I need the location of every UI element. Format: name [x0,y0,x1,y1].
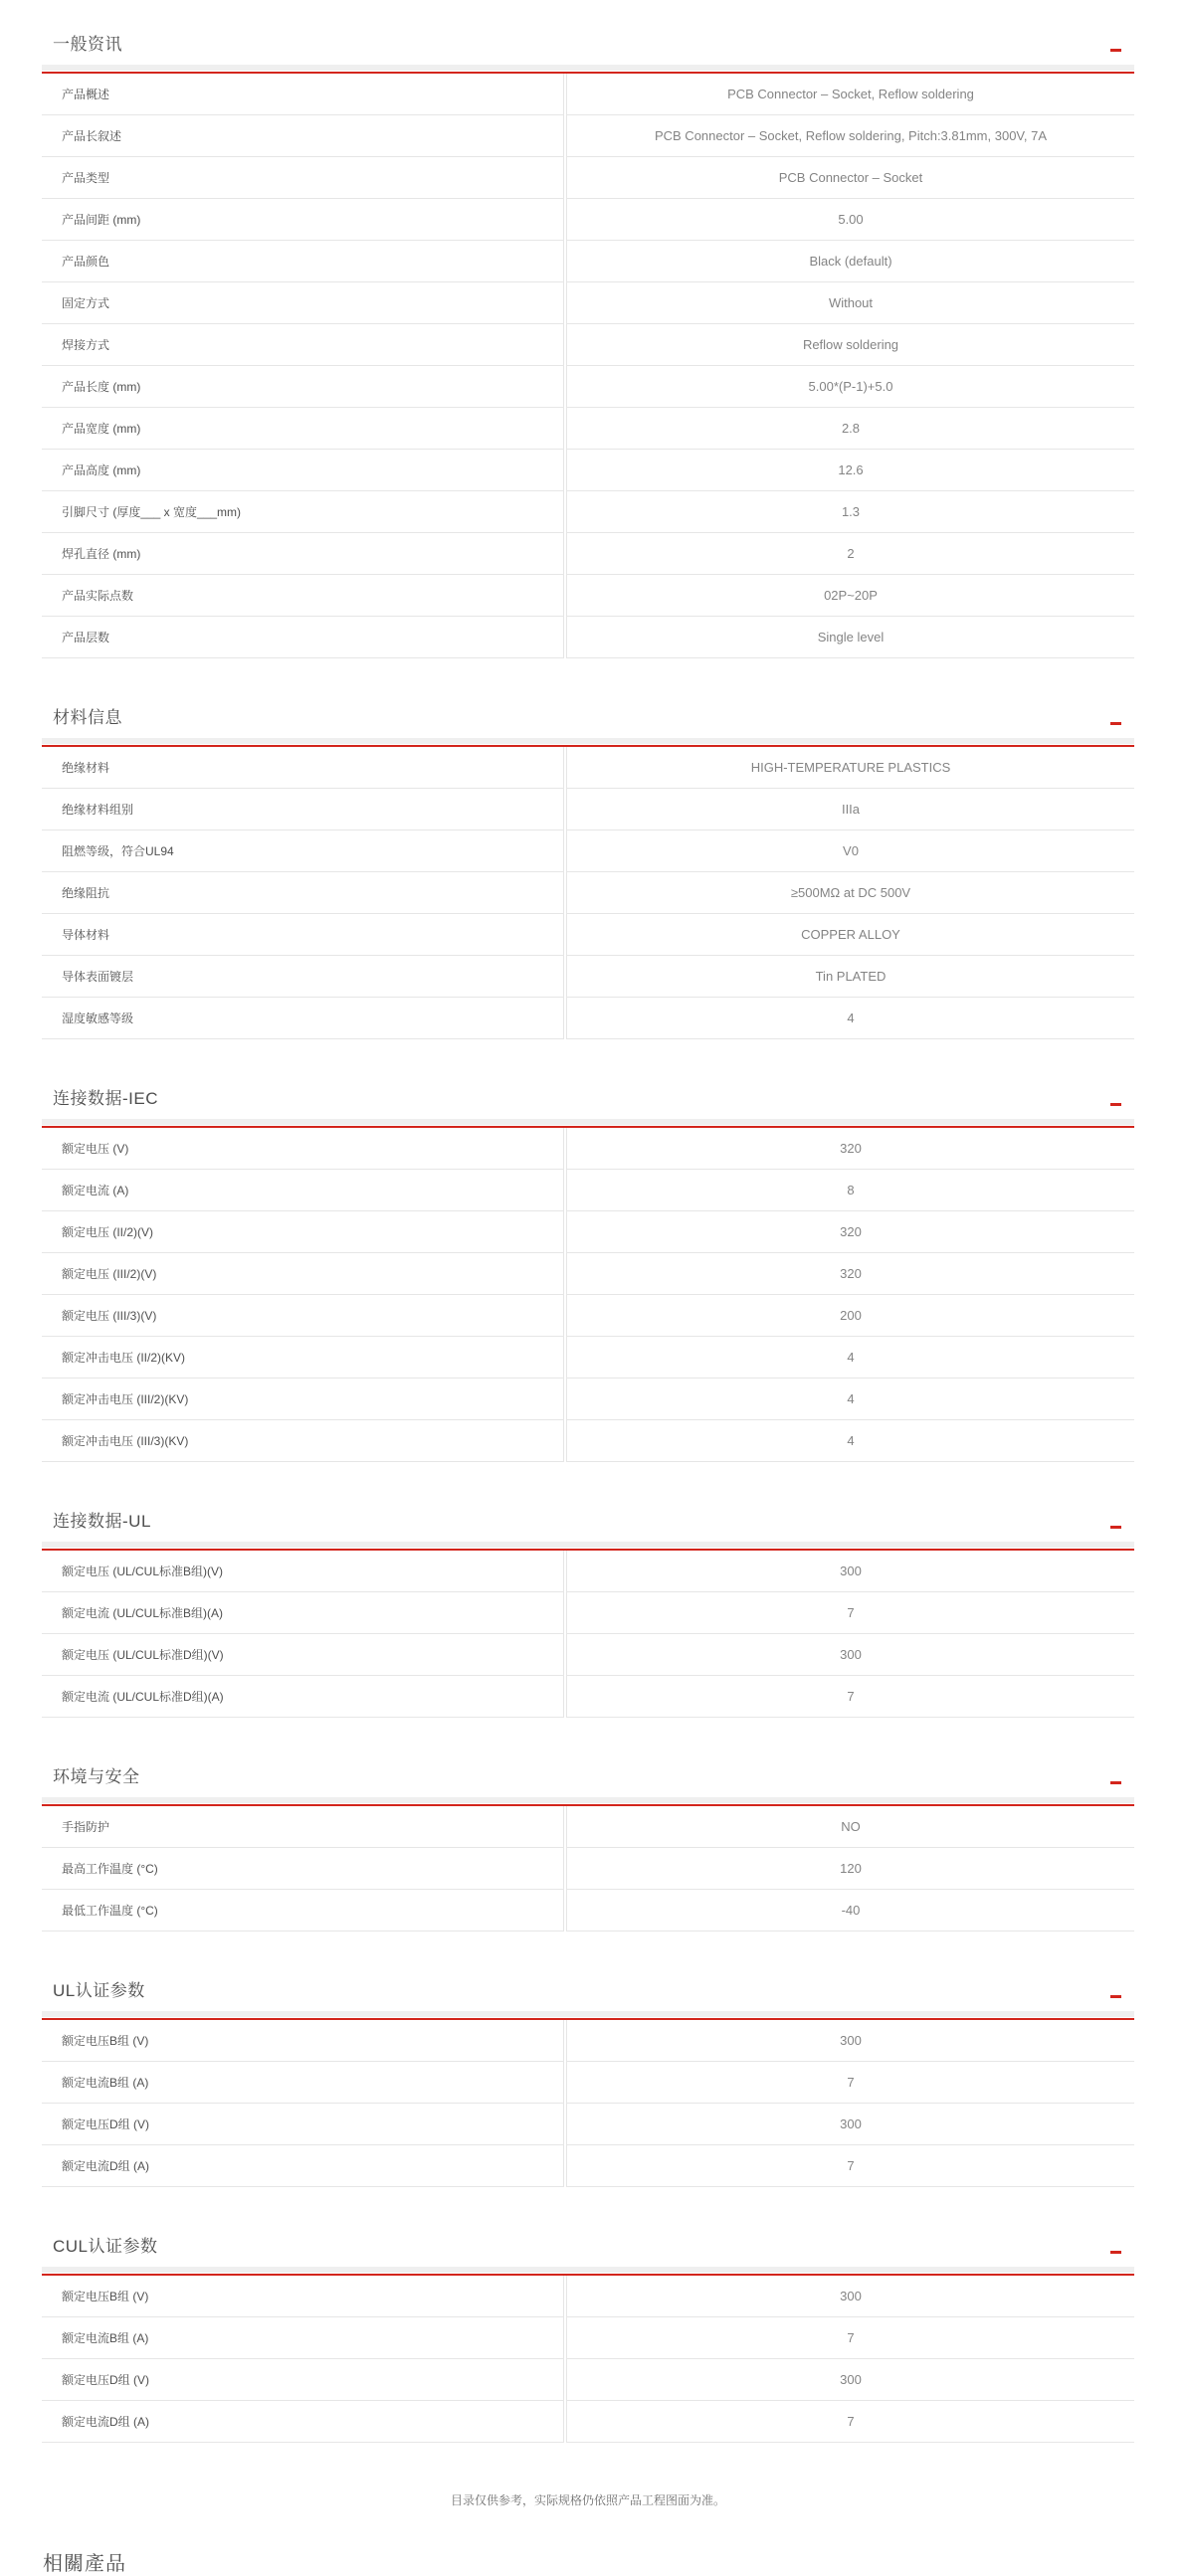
row-label: 产品层数 [42,617,564,658]
row-label: 产品类型 [42,157,564,199]
row-value: 7 [566,1592,1134,1634]
dotted-rule [42,738,1134,744]
row-value: 4 [566,1420,1134,1462]
table-row [42,2359,1134,2401]
section-title: 材料信息 [53,708,122,727]
row-label: 额定电流 (A) [42,1170,564,1211]
disclaimer-note: 目录仅供参考，实际规格仍依照产品工程图面为准。 [450,2493,725,2507]
section-header [42,1089,1134,1109]
table-row [42,1420,1134,1462]
row-value: 1.3 [566,491,1134,533]
section-header [42,1512,1134,1532]
row-value: 300 [566,1551,1134,1592]
row-label: 额定电流B组 (A) [42,2317,564,2359]
row-value: 300 [566,1634,1134,1676]
spec-section [42,1767,1134,1932]
row-label: 额定电压 (III/3)(V) [42,1295,564,1337]
row-value: 2.8 [566,408,1134,450]
row-label: 额定电流D组 (A) [42,2401,564,2443]
spec-table [42,1551,1134,1718]
collapse-minus-icon[interactable] [1110,2251,1121,2254]
section-header [42,1981,1134,2001]
section-title: 连接数据-UL [53,1512,151,1531]
row-value: 4 [566,1379,1134,1420]
row-label: 最高工作温度 (°C) [42,1848,564,1890]
row-value: 300 [566,2276,1134,2317]
row-value: COPPER ALLOY [566,914,1134,956]
row-label: 产品间距 (mm) [42,199,564,241]
row-value: 5.00*(P-1)+5.0 [566,366,1134,408]
row-label: 额定冲击电压 (III/2)(KV) [42,1379,564,1420]
row-label: 额定电压 (V) [42,1128,564,1170]
table-row [42,789,1134,830]
row-label: 引脚尺寸 (厚度___ x 宽度___mm) [42,491,564,533]
row-label: 额定电压B组 (V) [42,2276,564,2317]
row-label: 产品宽度 (mm) [42,408,564,450]
table-row [42,998,1134,1039]
section-title: 环境与安全 [53,1767,140,1786]
section-header [42,2237,1134,2257]
dotted-rule [42,2267,1134,2273]
row-label: 额定电压D组 (V) [42,2104,564,2145]
row-label: 额定电流 (UL/CUL标准D组)(A) [42,1676,564,1718]
table-row [42,2276,1134,2317]
row-label: 导体材料 [42,914,564,956]
row-label: 绝缘材料组别 [42,789,564,830]
row-label: 额定电压 (UL/CUL标准D组)(V) [42,1634,564,1676]
table-row [42,914,1134,956]
row-label: 产品高度 (mm) [42,450,564,491]
table-row [42,747,1134,789]
table-row [42,1551,1134,1592]
table-row [42,1676,1134,1718]
row-label: 固定方式 [42,282,564,324]
table-row [42,282,1134,324]
spec-section [42,2237,1134,2443]
row-label: 额定电压 (UL/CUL标准B组)(V) [42,1551,564,1592]
table-row [42,533,1134,575]
table-row [42,1337,1134,1379]
spec-section [42,1089,1134,1462]
row-value: V0 [566,830,1134,872]
table-row [42,74,1134,115]
row-value: PCB Connector – Socket [566,157,1134,199]
dotted-rule [42,1797,1134,1803]
section-title: 一般资讯 [53,35,122,54]
row-value: Without [566,282,1134,324]
row-label: 焊孔直径 (mm) [42,533,564,575]
row-value: IIIa [566,789,1134,830]
row-label: 最低工作温度 (°C) [42,1890,564,1932]
table-row [42,2062,1134,2104]
table-row [42,1128,1134,1170]
table-row [42,2104,1134,2145]
table-row [42,241,1134,282]
table-row [42,157,1134,199]
table-row [42,1379,1134,1420]
row-value: 7 [566,1676,1134,1718]
row-label: 额定电压B组 (V) [42,2020,564,2062]
spec-section [42,35,1134,658]
table-row [42,324,1134,366]
section-title: 连接数据-IEC [53,1089,158,1108]
table-row [42,1806,1134,1848]
table-row [42,366,1134,408]
section-title: UL认证参数 [53,1981,145,2000]
row-value: 2 [566,533,1134,575]
row-value: 320 [566,1211,1134,1253]
row-value: 300 [566,2020,1134,2062]
row-value: Black (default) [566,241,1134,282]
row-label: 湿度敏感等级 [42,998,564,1039]
spec-section [42,1512,1134,1718]
row-value: 7 [566,2062,1134,2104]
table-row [42,1592,1134,1634]
row-value: Single level [566,617,1134,658]
collapse-minus-icon[interactable] [1110,49,1121,52]
table-row [42,1170,1134,1211]
row-value: 02P~20P [566,575,1134,617]
row-label: 导体表面镀层 [42,956,564,998]
table-row [42,408,1134,450]
row-label: 手指防护 [42,1806,564,1848]
row-label: 额定电压 (III/2)(V) [42,1253,564,1295]
row-label: 产品实际点数 [42,575,564,617]
row-label: 产品概述 [42,74,564,115]
spec-content [42,35,1134,2576]
dotted-rule [42,2011,1134,2017]
row-value: ≥500MΩ at DC 500V [566,872,1134,914]
spec-table [42,1128,1134,1462]
row-label: 额定电压 (II/2)(V) [42,1211,564,1253]
dotted-rule [42,1542,1134,1548]
row-label: 额定电压D组 (V) [42,2359,564,2401]
row-value: 120 [566,1848,1134,1890]
collapse-minus-icon[interactable] [1110,1781,1121,1784]
row-label: 阻燃等级，符合UL94 [42,830,564,872]
row-value: -40 [566,1890,1134,1932]
row-value: 4 [566,1337,1134,1379]
table-row [42,2401,1134,2443]
row-value: 300 [566,2359,1134,2401]
spec-section [42,1981,1134,2187]
row-value: PCB Connector – Socket, Reflow soldering [566,74,1134,115]
row-label: 额定电流D组 (A) [42,2145,564,2187]
row-value: 320 [566,1128,1134,1170]
table-row [42,1634,1134,1676]
table-row [42,617,1134,658]
collapse-minus-icon[interactable] [1110,1526,1121,1529]
row-value: 7 [566,2145,1134,2187]
table-row [42,2020,1134,2062]
table-row [42,450,1134,491]
table-row [42,872,1134,914]
row-value: PCB Connector – Socket, Reflow soldering, Pitch:3.81mm, 300V, 7A [566,115,1134,157]
section-header [42,708,1134,728]
spec-table [42,747,1134,1039]
table-row [42,115,1134,157]
row-label: 产品颜色 [42,241,564,282]
row-value: 5.00 [566,199,1134,241]
table-row [42,1211,1134,1253]
collapse-minus-icon[interactable] [1110,1995,1121,1998]
row-label: 额定电流 (UL/CUL标准B组)(A) [42,1592,564,1634]
row-value: 7 [566,2317,1134,2359]
table-row [42,2145,1134,2187]
collapse-minus-icon[interactable] [1110,722,1121,725]
dotted-rule [42,1119,1134,1125]
row-label: 额定冲击电压 (II/2)(KV) [42,1337,564,1379]
collapse-minus-icon[interactable] [1110,1103,1121,1106]
row-label: 绝缘材料 [42,747,564,789]
table-row [42,491,1134,533]
row-value: 8 [566,1170,1134,1211]
spec-sections [42,35,1134,2443]
spec-table [42,1806,1134,1932]
spec-table [42,74,1134,658]
row-value: Reflow soldering [566,324,1134,366]
spec-table [42,2020,1134,2187]
row-value: 200 [566,1295,1134,1337]
table-row [42,1848,1134,1890]
section-header [42,35,1134,55]
dotted-rule [42,65,1134,71]
row-label: 焊接方式 [42,324,564,366]
section-header [42,1767,1134,1787]
spec-section [42,708,1134,1039]
table-row [42,1890,1134,1932]
row-label: 额定电流B组 (A) [42,2062,564,2104]
table-row [42,199,1134,241]
row-value: HIGH-TEMPERATURE PLASTICS [566,747,1134,789]
spec-table [42,2276,1134,2443]
row-label: 额定冲击电压 (III/3)(KV) [42,1420,564,1462]
row-value: 4 [566,998,1134,1039]
row-value: 12.6 [566,450,1134,491]
row-value: 320 [566,1253,1134,1295]
related-products-title: 相關產品 [43,2553,126,2575]
row-label: 产品长度 (mm) [42,366,564,408]
table-row [42,830,1134,872]
row-value: Tin PLATED [566,956,1134,998]
section-title: CUL认证参数 [53,2237,158,2256]
row-value: NO [566,1806,1134,1848]
table-row [42,575,1134,617]
row-value: 7 [566,2401,1134,2443]
row-label: 绝缘阻抗 [42,872,564,914]
table-row [42,1253,1134,1295]
row-label: 产品长叙述 [42,115,564,157]
table-row [42,2317,1134,2359]
table-row [42,1295,1134,1337]
table-row [42,956,1134,998]
row-value: 300 [566,2104,1134,2145]
